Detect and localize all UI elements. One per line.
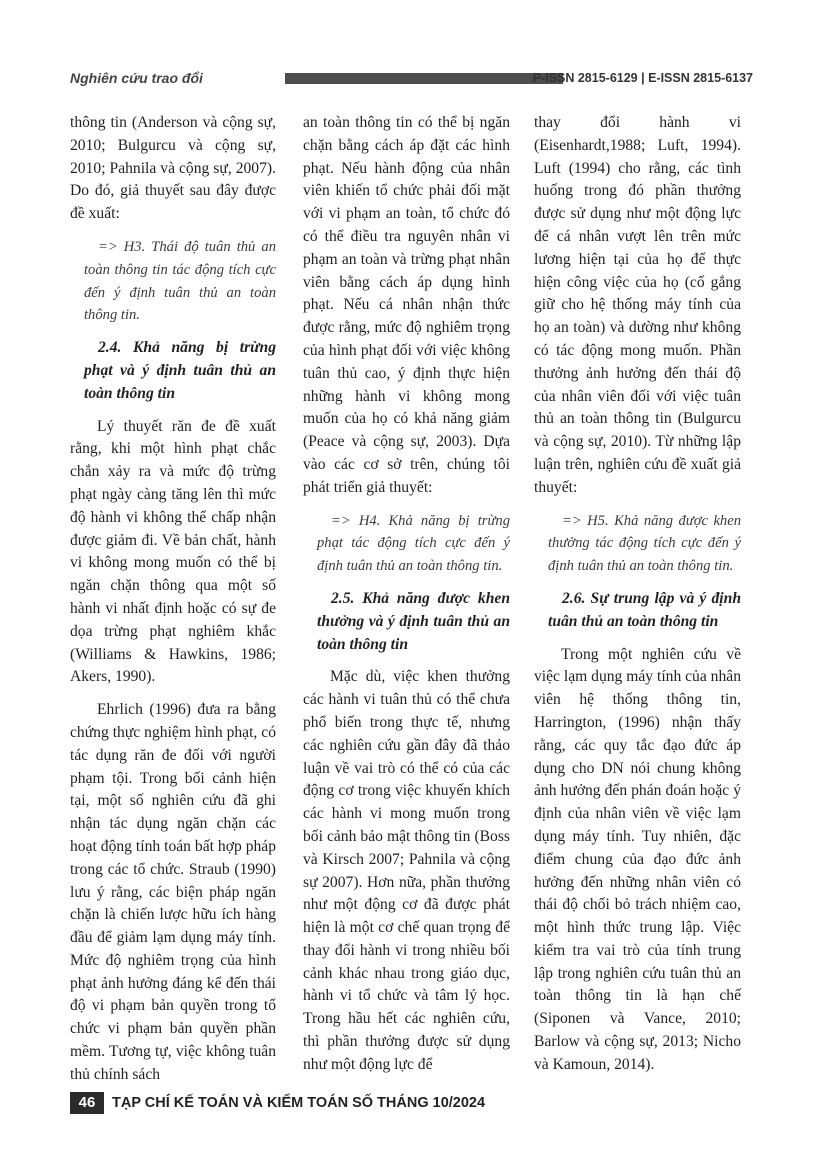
page-number: 46 xyxy=(70,1092,104,1114)
section-title: Nghiên cứu trao đổi xyxy=(70,70,203,86)
journal-name: TẠP CHÍ KẾ TOÁN VÀ KIỂM TOÁN SỐ THÁNG 10/2024 xyxy=(112,1095,486,1111)
hypothesis-h4: => H4. Khả năng bị trừng phạt tác động tích cực đến ý định tuân thủ an toàn thông tin. xyxy=(317,512,510,575)
paragraph: an toàn thông tin có thể bị ngăn chặn bằng cách áp đặt các hình phạt. Nếu hành động của nhân viên khiến tổ chức phải đối mặt với vi phạm an toàn, tổ chức đó có thể điều tra nguyên nhân vi phạm an toàn và trừng phạt nhân viên bằng cách áp dụng hình phạt. Nếu cá nhân nhận thức được rằng, mức độ nghiêm trọng của hình phạt đối với việc không tuân thủ cao, ý định thực hiện những hành vi không mong muốn của họ có khả năng giảm (Peace và cộng sự, 2003). Dựa vào các cơ sở trên, chúng tôi phát triển giả thuyết: xyxy=(303,114,510,496)
page-footer xyxy=(70,1092,753,1114)
section-heading-2-6: 2.6. Sự trung lập và ý định tuân thủ an toàn thông tin xyxy=(548,589,741,630)
hypothesis-h5: => H5. Khả năng được khen thưởng tác động tích cực đến ý định tuân thủ an toàn thông tin. xyxy=(548,512,741,575)
page-header xyxy=(70,70,753,88)
paragraph: Trong một nghiên cứu về việc lạm dụng máy tính của nhân viên hệ thống thông tin, Harrington, (1996) nhận thấy rằng, các quy tắc đạo đức áp dụng cho DN nói chung không ảnh hưởng đến phán đoán hoặc ý định của nhân viên về việc lạm dụng máy tính. Tuy nhiên, đặc điểm chung của đạo đức ảnh hưởng đến những nhân viên có thái độ chối bỏ trách nhiệm cao, một hình thức trung lập. Việc kiểm tra vai trò của tính trung lập trong nghiên cứu tuân thủ an toàn thông tin là hạn chế (Siponen và Vance, 2010; Barlow và cộng sự, 2013; Nicho và Kamoun, 2014). xyxy=(534,645,741,1073)
paragraph: Ehrlich (1996) đưa ra bằng chứng thực nghiệm hình phạt, có tác dụng răn đe đối với người phạm tội. Trong bối cảnh hiện tại, một số nghiên cứu đã ghi nhận tác dụng ngăn chặn các hoạt động tính toán bất hợp pháp trong các tổ chức. Straub (1990) lưu ý rằng, các biện pháp ngăn chặn là chiến lược hữu ích hàng đầu để giảm lạm dụng máy tính. Mức độ nghiêm trọng của hình phạt ảnh hưởng đáng kể đến thái độ vi phạm bản quyền trong tổ chức vi phạm bản quyền phần mềm. Tương tự, việc không tuân thủ chính sách xyxy=(70,701,276,1083)
paragraph: Lý thuyết răn đe đề xuất rằng, khi một hình phạt chắc chắn xảy ra và mức độ trừng phạt ngày càng tăng lên thì mức độ hành vi không thể chấp nhận được giảm đi. Về bản chất, hành vi không mong muốn có thể bị ngăn chặn thông qua một số hành vi nhất định hoặc có sự đe dọa trừng phạt nghiêm khắc (Williams & Hawkins, 1986; Akers, 1990). xyxy=(70,417,276,686)
column-3 xyxy=(534,112,741,1077)
section-heading-2-5: 2.5. Khả năng được khen thưởng và ý định tuân thủ an toàn thông tin xyxy=(317,589,510,653)
paragraph: thay đổi hành vi (Eisenhardt,1988; Luft, 1994). Luft (1994) cho rằng, các tình huống trong đó phần thưởng được sử dụng như một động lực để cá nhân vượt lên trên mức lương hiện tại của họ để thực hiện công việc của họ (cố gắng giữ cho hệ thống máy tính của họ an toàn) và dường như không có tác động mong muốn. Phần thưởng ảnh hưởng đến thái độ của nhân viên đối với việc tuân thủ an toàn thông tin (Bulgurcu và cộng sự, 2010). Từ những lập luận trên, nghiên cứu đề xuất giả thuyết: xyxy=(534,114,741,496)
column-2 xyxy=(303,112,510,1077)
paragraph: Mặc dù, việc khen thưởng các hành vi tuân thủ có thể chưa phổ biến trong thực tế, nhưng các nghiên cứu gần đây đã thảo luận về vai trò có thể có của các động cơ trong việc khuyến khích các hành vi mong muốn trong bối cảnh bảo mật thông tin (Boss và Kirsch 2007; Pahnila và cộng sự 2007). Hơn nữa, phần thưởng như một động cơ đã được phát hiện là một cơ chế quan trọng để thay đổi hành vi trong nhiều bối cảnh khác nhau trong giáo dục, hành vi tổ chức và tâm lý học. Trong hầu hết các nghiên cứu, thì phần thưởng được sử dụng như một động lực để xyxy=(303,668,510,1073)
issn-label: P-ISSN 2815-6129 | E-ISSN 2815-6137 xyxy=(532,71,753,85)
hypothesis-h3: => H3. Thái độ tuân thủ an toàn thông tin tác động tích cực đến ý định tuân thủ an toàn thông tin. xyxy=(84,238,276,324)
header-rule xyxy=(285,73,563,84)
section-heading-2-4: 2.4. Khả năng bị trừng phạt và ý định tuân thủ an toàn thông tin xyxy=(84,339,276,402)
column-1 xyxy=(70,112,276,1087)
paragraph: thông tin (Anderson và cộng sự, 2010; Bulgurcu và cộng sự, 2010; Pahnila và cộng sự, 2007). Do đó, giả thuyết sau đây được đề xuất: xyxy=(70,114,276,223)
